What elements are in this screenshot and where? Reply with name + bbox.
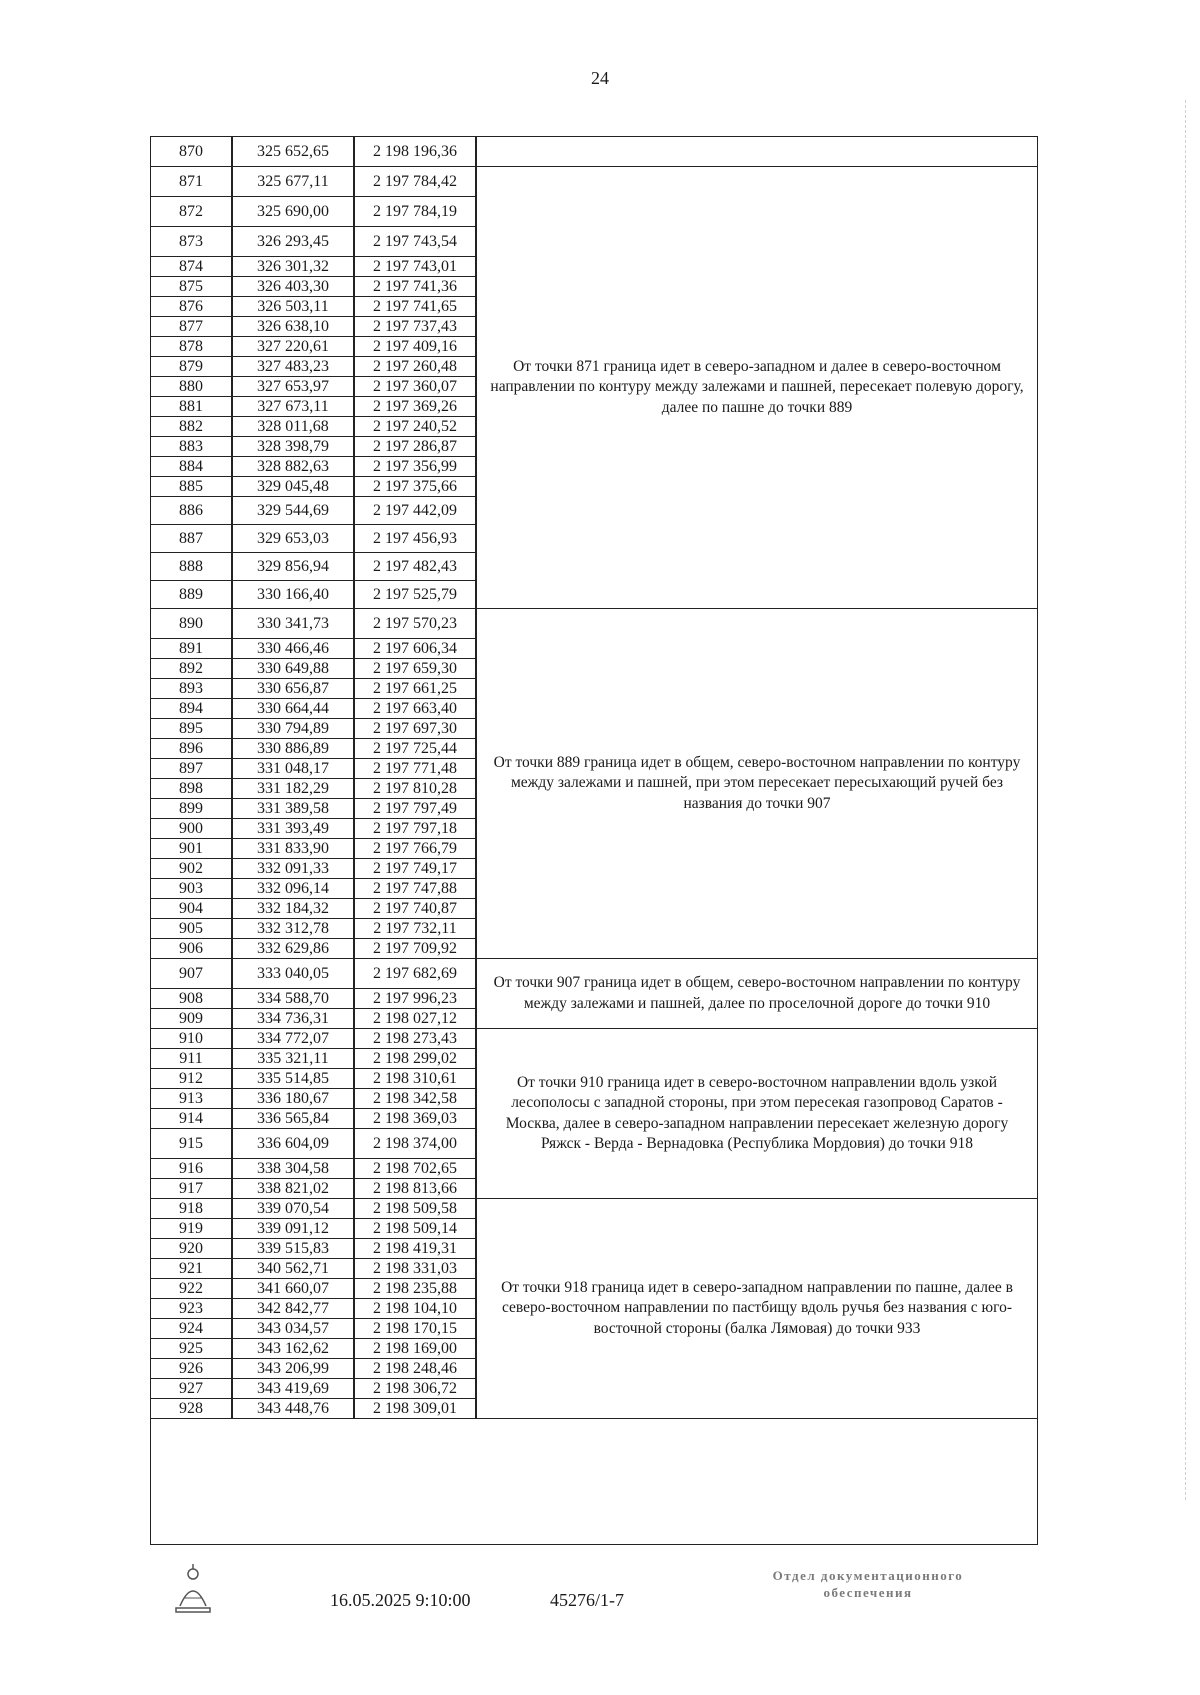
coordinate-y: 2 197 240,52 (354, 416, 476, 437)
point-number: 894 (150, 698, 232, 719)
coordinate-x: 330 649,88 (232, 658, 354, 679)
point-number: 916 (150, 1158, 232, 1179)
coordinate-x: 327 220,61 (232, 336, 354, 357)
coordinate-x: 326 503,11 (232, 296, 354, 317)
coordinate-y: 2 197 732,11 (354, 918, 476, 939)
coordinate-x: 343 206,99 (232, 1358, 354, 1379)
coordinate-y: 2 198 306,72 (354, 1378, 476, 1399)
point-number: 920 (150, 1238, 232, 1259)
point-number: 899 (150, 798, 232, 819)
coordinate-y: 2 197 709,92 (354, 938, 476, 959)
point-number: 901 (150, 838, 232, 859)
coordinate-x: 336 604,09 (232, 1128, 354, 1159)
coordinate-y: 2 197 570,23 (354, 608, 476, 639)
coordinate-x: 325 677,11 (232, 166, 354, 197)
stamp-line-2: обеспечения (823, 1584, 913, 1600)
coordinate-y: 2 198 170,15 (354, 1318, 476, 1339)
coordinate-y: 2 197 409,16 (354, 336, 476, 357)
coordinate-y: 2 198 235,88 (354, 1278, 476, 1299)
coordinate-x: 342 842,77 (232, 1298, 354, 1319)
point-number: 878 (150, 336, 232, 357)
coordinate-y: 2 197 456,93 (354, 524, 476, 553)
point-number: 881 (150, 396, 232, 417)
point-number: 914 (150, 1108, 232, 1129)
point-number: 926 (150, 1358, 232, 1379)
point-number: 892 (150, 658, 232, 679)
coordinate-x: 326 293,45 (232, 226, 354, 257)
margin-marks (1177, 100, 1186, 1500)
coordinate-x: 332 629,86 (232, 938, 354, 959)
point-number: 903 (150, 878, 232, 899)
boundary-description: От точки 889 граница идет в общем, северо-восточном направлении по контуру между залежами и пашней, при этом пересекает пересыхающий ручей без названия до точки 907 (476, 608, 1038, 959)
point-number: 893 (150, 678, 232, 699)
point-number: 879 (150, 356, 232, 377)
coordinate-y: 2 198 813,66 (354, 1178, 476, 1199)
coordinate-x: 329 653,03 (232, 524, 354, 553)
coordinate-y: 2 197 356,99 (354, 456, 476, 477)
coordinate-x: 331 393,49 (232, 818, 354, 839)
coordinate-x: 331 048,17 (232, 758, 354, 779)
point-number: 883 (150, 436, 232, 457)
coordinate-x: 341 660,07 (232, 1278, 354, 1299)
point-number: 884 (150, 456, 232, 477)
coordinate-x: 332 312,78 (232, 918, 354, 939)
coordinate-x: 330 794,89 (232, 718, 354, 739)
coordinate-y: 2 197 442,09 (354, 496, 476, 525)
coordinate-y: 2 198 309,01 (354, 1398, 476, 1419)
coordinate-x: 329 544,69 (232, 496, 354, 525)
coordinate-x: 332 184,32 (232, 898, 354, 919)
point-number: 900 (150, 818, 232, 839)
point-number: 897 (150, 758, 232, 779)
point-number: 887 (150, 524, 232, 553)
point-number: 917 (150, 1178, 232, 1199)
coordinate-y: 2 197 771,48 (354, 758, 476, 779)
point-number: 918 (150, 1198, 232, 1219)
coordinate-y: 2 197 375,66 (354, 476, 476, 497)
coordinate-y: 2 198 248,46 (354, 1358, 476, 1379)
coordinate-x: 331 833,90 (232, 838, 354, 859)
coordinate-y: 2 197 743,01 (354, 256, 476, 277)
coordinate-y: 2 198 299,02 (354, 1048, 476, 1069)
coordinate-x: 343 034,57 (232, 1318, 354, 1339)
coordinate-y: 2 197 749,17 (354, 858, 476, 879)
point-number: 915 (150, 1128, 232, 1159)
coordinate-y: 2 197 482,43 (354, 552, 476, 581)
coordinate-y: 2 197 743,54 (354, 226, 476, 257)
point-number: 928 (150, 1398, 232, 1419)
point-number: 872 (150, 196, 232, 227)
coordinate-y: 2 197 725,44 (354, 738, 476, 759)
point-number: 908 (150, 988, 232, 1009)
coordinate-x: 329 856,94 (232, 552, 354, 581)
coordinate-x: 331 389,58 (232, 798, 354, 819)
point-number: 896 (150, 738, 232, 759)
point-number: 923 (150, 1298, 232, 1319)
coordinate-x: 332 091,33 (232, 858, 354, 879)
coordinate-x: 330 166,40 (232, 580, 354, 609)
coordinate-x: 327 673,11 (232, 396, 354, 417)
coordinate-x: 333 040,05 (232, 958, 354, 989)
point-number: 882 (150, 416, 232, 437)
point-number: 924 (150, 1318, 232, 1339)
coordinate-x: 335 514,85 (232, 1068, 354, 1089)
coordinate-y: 2 198 509,58 (354, 1198, 476, 1219)
point-number: 910 (150, 1028, 232, 1049)
coordinate-x: 325 652,65 (232, 136, 354, 167)
coordinate-x: 326 301,32 (232, 256, 354, 277)
point-number: 909 (150, 1008, 232, 1029)
coordinate-y: 2 198 196,36 (354, 136, 476, 167)
coordinate-x: 340 562,71 (232, 1258, 354, 1279)
coordinate-y: 2 198 374,00 (354, 1128, 476, 1159)
point-number: 922 (150, 1278, 232, 1299)
point-number: 925 (150, 1338, 232, 1359)
coordinate-x: 338 304,58 (232, 1158, 354, 1179)
point-number: 891 (150, 638, 232, 659)
boundary-description: От точки 871 граница идет в северо-западном и далее в северо-восточном направлении по контуру между залежами и пашней, пересекает полевую дорогу, далее по пашне до точки 889 (476, 166, 1038, 609)
coordinate-x: 326 638,10 (232, 316, 354, 337)
point-number: 921 (150, 1258, 232, 1279)
coordinate-y: 2 197 784,19 (354, 196, 476, 227)
coordinate-x: 330 656,87 (232, 678, 354, 699)
coordinate-y: 2 197 737,43 (354, 316, 476, 337)
point-number: 886 (150, 496, 232, 525)
coordinate-y: 2 197 741,65 (354, 296, 476, 317)
coordinate-y: 2 198 331,03 (354, 1258, 476, 1279)
stamp-line-1: Отдел документационного (772, 1568, 964, 1583)
point-number: 876 (150, 296, 232, 317)
coordinate-y: 2 197 784,42 (354, 166, 476, 197)
coordinate-x: 334 588,70 (232, 988, 354, 1009)
boundary-description (476, 136, 1038, 167)
coordinate-x: 339 515,83 (232, 1238, 354, 1259)
coordinate-y: 2 197 360,07 (354, 376, 476, 397)
point-number: 907 (150, 958, 232, 989)
footer-datetime: 16.05.2025 9:10:00 (330, 1590, 471, 1610)
coordinate-y: 2 197 525,79 (354, 580, 476, 609)
coordinate-x: 326 403,30 (232, 276, 354, 297)
point-number: 870 (150, 136, 232, 167)
coordinate-y: 2 197 741,36 (354, 276, 476, 297)
point-number: 902 (150, 858, 232, 879)
coordinate-x: 330 886,89 (232, 738, 354, 759)
coordinate-y: 2 198 273,43 (354, 1028, 476, 1049)
emblem-icon (170, 1562, 216, 1614)
coordinate-y: 2 197 766,79 (354, 838, 476, 859)
department-stamp (728, 1568, 1008, 1602)
point-number: 877 (150, 316, 232, 337)
coordinate-x: 336 180,67 (232, 1088, 354, 1109)
boundary-description: От точки 907 граница идет в общем, северо-восточном направлении по контуру между залежами и пашней, далее по проселочной дороге до точки 910 (476, 958, 1038, 1029)
coordinate-x: 325 690,00 (232, 196, 354, 227)
coordinate-y: 2 197 740,87 (354, 898, 476, 919)
point-number: 888 (150, 552, 232, 581)
coordinate-y: 2 197 659,30 (354, 658, 476, 679)
coordinate-y: 2 197 697,30 (354, 718, 476, 739)
coordinate-x: 336 565,84 (232, 1108, 354, 1129)
point-number: 904 (150, 898, 232, 919)
point-number: 898 (150, 778, 232, 799)
coordinate-y: 2 197 797,18 (354, 818, 476, 839)
coordinate-x: 332 096,14 (232, 878, 354, 899)
point-number: 906 (150, 938, 232, 959)
coordinate-x: 327 483,23 (232, 356, 354, 377)
point-number: 890 (150, 608, 232, 639)
coordinate-x: 328 011,68 (232, 416, 354, 437)
point-number: 895 (150, 718, 232, 739)
coordinate-y: 2 198 169,00 (354, 1338, 476, 1359)
coordinate-y: 2 198 509,14 (354, 1218, 476, 1239)
boundary-description: От точки 918 граница идет в северо-западном направлении по пашне, далее в северо-восточном направлении по пастбищу вдоль ручья без названия с юго-восточной стороны (балка Лямовая) до точки 933 (476, 1198, 1038, 1419)
point-number: 874 (150, 256, 232, 277)
point-number: 905 (150, 918, 232, 939)
coordinate-x: 329 045,48 (232, 476, 354, 497)
boundary-description: От точки 910 граница идет в северо-восточном направлении вдоль узкой лесополосы с западной стороны, при этом пересекая газопровод Саратов - Москва, далее в северо-западном направлении пересекает железную дорогу Ряжск - Верда - Вернадовка (Республика Мордовия) до точки 918 (476, 1028, 1038, 1199)
coordinate-y: 2 197 682,69 (354, 958, 476, 989)
coordinate-y: 2 197 797,49 (354, 798, 476, 819)
coordinate-x: 331 182,29 (232, 778, 354, 799)
point-number: 885 (150, 476, 232, 497)
coordinate-y: 2 197 747,88 (354, 878, 476, 899)
coordinate-x: 334 736,31 (232, 1008, 354, 1029)
coordinate-x: 343 162,62 (232, 1338, 354, 1359)
coordinate-x: 328 882,63 (232, 456, 354, 477)
coordinate-y: 2 197 663,40 (354, 698, 476, 719)
coordinate-x: 327 653,97 (232, 376, 354, 397)
coordinate-y: 2 197 369,26 (354, 396, 476, 417)
coordinate-x: 343 419,69 (232, 1378, 354, 1399)
point-number: 913 (150, 1088, 232, 1109)
coordinate-x: 335 321,11 (232, 1048, 354, 1069)
point-number: 880 (150, 376, 232, 397)
coordinate-x: 339 091,12 (232, 1218, 354, 1239)
coordinate-y: 2 197 661,25 (354, 678, 476, 699)
coordinate-x: 330 341,73 (232, 608, 354, 639)
coordinate-y: 2 197 260,48 (354, 356, 476, 377)
coordinate-x: 338 821,02 (232, 1178, 354, 1199)
coordinate-y: 2 198 104,10 (354, 1298, 476, 1319)
point-number: 927 (150, 1378, 232, 1399)
coordinate-y: 2 197 810,28 (354, 778, 476, 799)
point-number: 889 (150, 580, 232, 609)
coordinate-y: 2 198 369,03 (354, 1108, 476, 1129)
coordinate-y: 2 197 606,34 (354, 638, 476, 659)
coordinate-y: 2 198 702,65 (354, 1158, 476, 1179)
coordinate-y: 2 198 027,12 (354, 1008, 476, 1029)
coordinate-y: 2 197 996,23 (354, 988, 476, 1009)
coordinate-y: 2 198 310,61 (354, 1068, 476, 1089)
footer-doc-number: 45276/1-7 (550, 1590, 624, 1610)
coordinate-x: 330 466,46 (232, 638, 354, 659)
coordinate-y: 2 197 286,87 (354, 436, 476, 457)
coordinate-x: 339 070,54 (232, 1198, 354, 1219)
point-number: 912 (150, 1068, 232, 1089)
page-number: 24 (591, 68, 609, 88)
point-number: 875 (150, 276, 232, 297)
coordinate-x: 343 448,76 (232, 1398, 354, 1419)
coordinate-x: 334 772,07 (232, 1028, 354, 1049)
point-number: 911 (150, 1048, 232, 1069)
point-number: 919 (150, 1218, 232, 1239)
coordinate-y: 2 198 419,31 (354, 1238, 476, 1259)
coordinate-y: 2 198 342,58 (354, 1088, 476, 1109)
coordinate-x: 330 664,44 (232, 698, 354, 719)
point-number: 871 (150, 166, 232, 197)
point-number: 873 (150, 226, 232, 257)
coordinate-x: 328 398,79 (232, 436, 354, 457)
